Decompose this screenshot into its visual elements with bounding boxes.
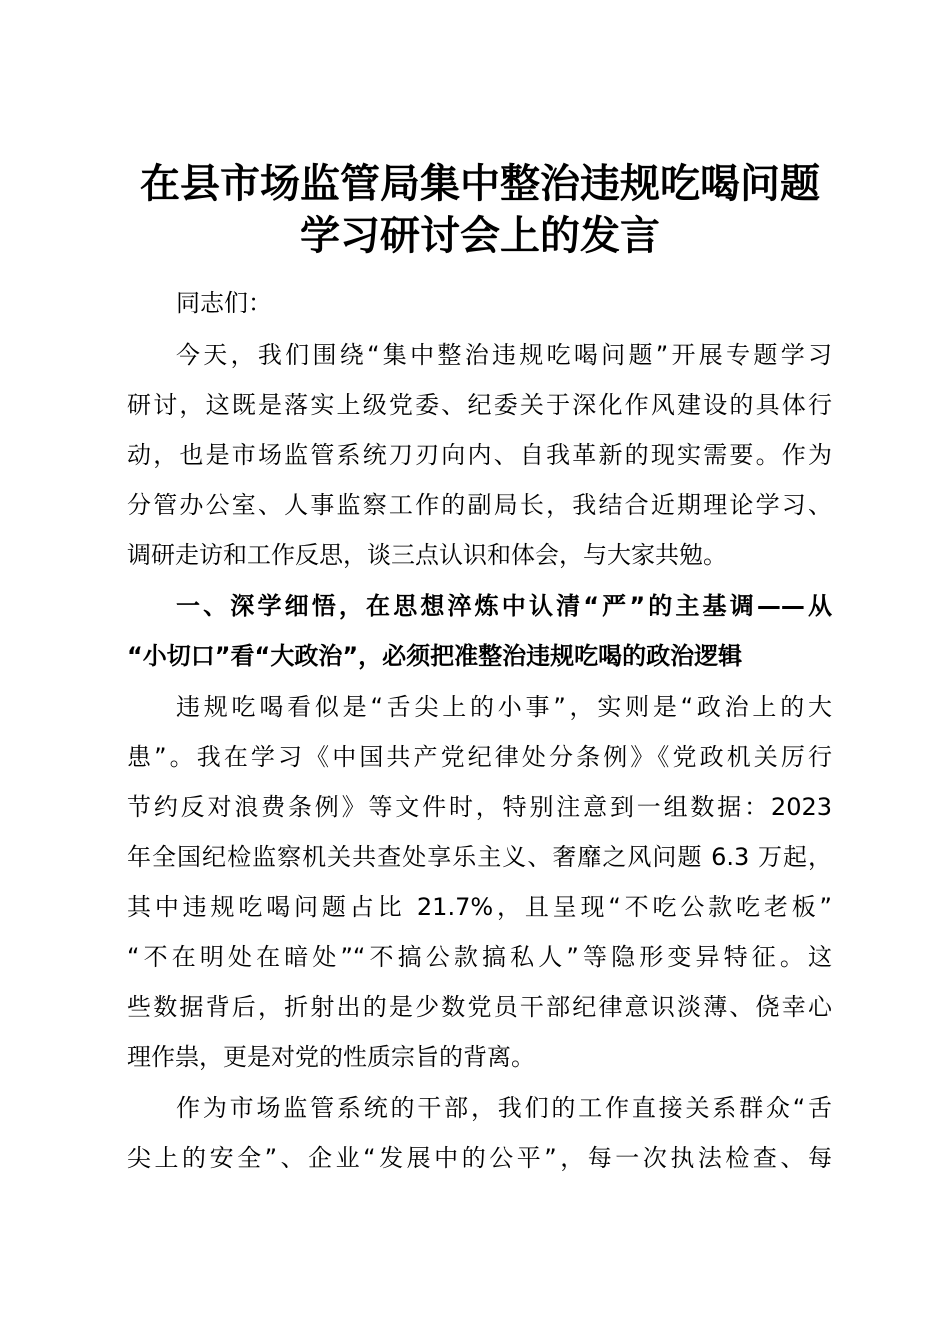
document-title-line-1: 在县市场监管局集中整治违规吃喝问题 [140,160,820,207]
paragraph-1-line-4: 分管办公室、人事监察工作的副局长，我结合近期理论学习、 [127,491,832,519]
paragraph-3-line-4: 年全国纪检监察机关共查处享乐主义、奢靡之风问题 6.3 万起， [127,843,832,871]
section-heading-line-1: 一、深学细悟，在思想淬炼中认清“严”的主基调——从 [176,592,832,620]
paragraph-3-line-3: 节约反对浪费条例》等文件时，特别注意到一组数据：2023 [127,793,832,821]
paragraph-4-line-1: 作为市场监管系统的干部，我们的工作直接关系群众“舌 [176,1094,832,1122]
section-heading-line-2: “小切口”看“大政治”，必须把准整治违规吃喝的政治逻辑 [127,642,743,670]
paragraph-1-line-5: 调研走访和工作反思，谈三点认识和体会，与大家共勉。 [127,541,727,569]
paragraph-3-line-2: 患”。我在学习《中国共产党纪律处分条例》《党政机关厉行 [127,743,832,771]
document-title-line-2: 学习研讨会上的发言 [300,212,660,259]
paragraph-1-line-3: 动，也是市场监管系统刀刃向内、自我革新的现实需要。作为 [127,441,832,469]
paragraph-3-line-7: 些数据背后，折射出的是少数党员干部纪律意识淡薄、侥幸心 [127,993,832,1021]
paragraph-4-line-2: 尖上的安全”、企业“发展中的公平”，每一次执法检查、每 [127,1144,832,1172]
paragraph-3-line-5: 其中违规吃喝问题占比 21.7%，且呈现“不吃公款吃老板” [127,893,832,921]
paragraph-3-line-1: 违规吃喝看似是“舌尖上的小事”，实则是“政治上的大 [176,693,832,721]
paragraph-3-line-6: “不在明处在暗处”“不搞公款搞私人”等隐形变异特征。这 [127,943,832,971]
paragraph-1-line-2: 研讨，这既是落实上级党委、纪委关于深化作风建设的具体行 [127,391,832,419]
paragraph-3-line-8: 理作祟，更是对党的性质宗旨的背离。 [127,1043,535,1071]
salutation: 同志们： [176,289,272,317]
paragraph-1-line-1: 今天，我们围绕“集中整治违规吃喝问题”开展专题学习 [176,341,832,369]
